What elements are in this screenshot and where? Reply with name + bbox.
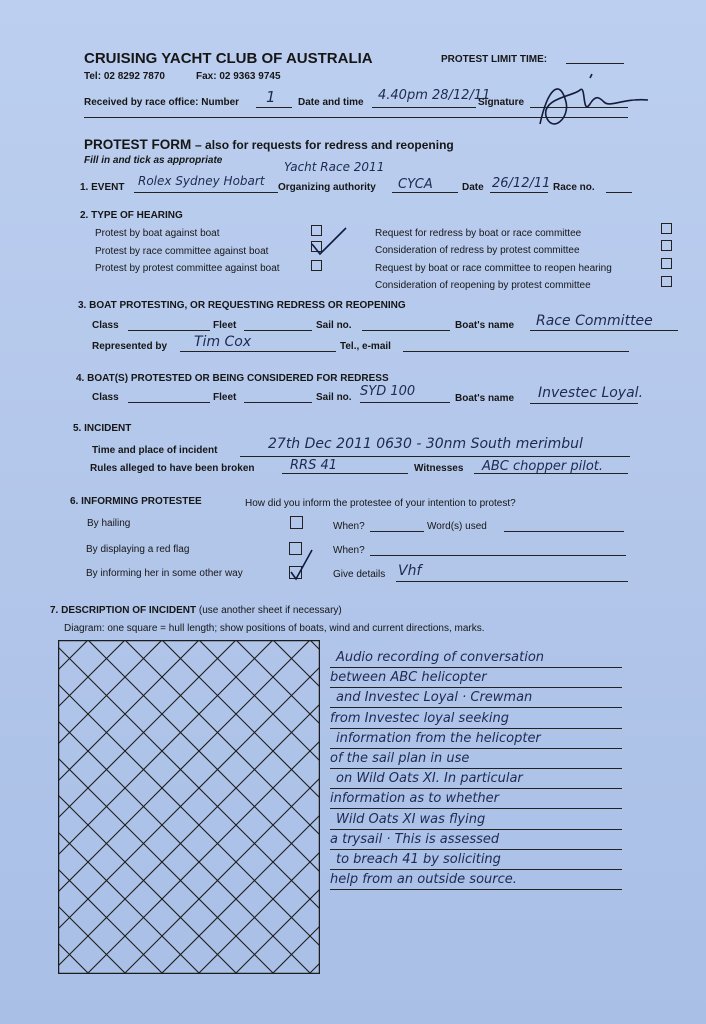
- when-label-2: When?: [333, 545, 365, 556]
- description-line-7: on Wild Oats XI. In particular: [336, 771, 523, 787]
- witness-value: ABC chopper pilot.: [482, 459, 603, 474]
- description-line-9: Wild Oats XI was flying: [336, 811, 486, 827]
- form-instruction: Fill in and tick as appropriate: [84, 155, 223, 166]
- when-label-1: When?: [333, 521, 365, 532]
- protesting-fleet-field[interactable]: [244, 330, 312, 331]
- protesting-sail-field[interactable]: [362, 330, 450, 331]
- org-value: CYCA: [398, 177, 433, 192]
- description-rule-6[interactable]: [330, 768, 622, 769]
- when-field-1[interactable]: [370, 531, 424, 532]
- description-title: 7. DESCRIPTION OF INCIDENT: [50, 605, 197, 616]
- hearing-left-1-label: Protest by boat against boat: [95, 228, 220, 239]
- protested-title: 4. BOAT(S) PROTESTED OR BEING CONSIDERED FOR REDRESS: [76, 373, 389, 384]
- diagram-grid[interactable]: [58, 640, 320, 974]
- date-label: Date: [462, 182, 484, 193]
- protesting-boat-field[interactable]: [530, 330, 678, 331]
- details-value: Vhf: [398, 563, 422, 579]
- date-time-field[interactable]: [372, 107, 476, 108]
- rules-value: RRS 41: [290, 458, 337, 473]
- hearing-title: 2. TYPE OF HEARING: [80, 210, 183, 221]
- details-label: Give details: [333, 569, 386, 580]
- date-time-label: Date and time: [298, 97, 364, 108]
- words-field[interactable]: [504, 531, 624, 532]
- hearing-right-4-checkbox[interactable]: [661, 276, 672, 287]
- hearing-right-3-label: Request by boat or race committee to reopen hearing: [375, 263, 612, 274]
- date-value: 26/12/11: [492, 176, 551, 191]
- received-number-field[interactable]: [256, 107, 292, 108]
- tel-email-field[interactable]: [403, 351, 629, 352]
- other-way-label: By informing her in some other way: [86, 568, 243, 579]
- event-label: 1. EVENT: [80, 182, 125, 193]
- description-rule-8[interactable]: [330, 808, 622, 809]
- event-field[interactable]: [134, 192, 278, 193]
- incident-title: 5. INCIDENT: [73, 423, 132, 434]
- protesting-boat-label: Boat's name: [455, 320, 515, 331]
- hearing-left-3-label: Protest by protest committee against boat: [95, 263, 280, 274]
- red-flag-label: By displaying a red flag: [86, 544, 190, 555]
- protested-class-label: Class: [92, 392, 119, 403]
- description-rule-7[interactable]: [330, 788, 622, 789]
- witness-label: Witnesses: [414, 463, 464, 474]
- protesting-title: 3. BOAT PROTESTING, OR REQUESTING REDRESS OR REOPENING: [78, 300, 406, 311]
- hailing-label: By hailing: [87, 518, 131, 529]
- description-rule-4[interactable]: [330, 728, 622, 729]
- protested-fleet-label: Fleet: [213, 392, 237, 403]
- hailing-checkbox[interactable]: [290, 516, 303, 529]
- description-line-8: information as to whether: [330, 791, 499, 807]
- event-name-part1: Rolex Sydney Hobart: [138, 174, 265, 188]
- rep-label: Represented by: [92, 341, 168, 352]
- received-number: 1: [266, 88, 276, 106]
- check-mark-icon: [306, 224, 352, 256]
- check-mark-icon: [286, 548, 316, 582]
- form-title-row: [84, 137, 454, 152]
- description-line-10: a trysail · This is assessed: [330, 831, 500, 847]
- incident-time-field[interactable]: [240, 456, 630, 457]
- protested-sail-value: SYD 100: [360, 384, 416, 399]
- date-field[interactable]: [490, 192, 548, 193]
- words-label: Word(s) used: [427, 521, 487, 532]
- protested-sail-label: Sail no.: [316, 392, 352, 403]
- incident-time-label: Time and place of incident: [92, 445, 218, 456]
- protested-fleet-field[interactable]: [244, 402, 312, 403]
- hearing-left-3-checkbox[interactable]: [311, 260, 322, 271]
- event-name-part2: Yacht Race 2011: [284, 160, 385, 174]
- hearing-right-2-checkbox[interactable]: [661, 240, 672, 251]
- description-line-6: of the sail plan in use: [330, 751, 470, 766]
- rules-label: Rules alleged to have been broken: [90, 463, 255, 474]
- protesting-fleet-label: Fleet: [213, 320, 237, 331]
- race-no-field[interactable]: [606, 192, 632, 193]
- org-field[interactable]: [392, 192, 458, 193]
- description-rule-11[interactable]: [330, 869, 622, 870]
- description-rule-1[interactable]: [330, 667, 622, 668]
- description-rule-3[interactable]: [330, 707, 622, 708]
- incident-time-value: 27th Dec 2011 0630 - 30nm South merimbul: [268, 436, 583, 452]
- description-line-12: help from an outside source.: [330, 872, 517, 888]
- description-line-1: Audio recording of conversation: [336, 650, 545, 665]
- form-title: PROTEST FORM: [84, 137, 192, 152]
- protest-limit-field[interactable]: [566, 63, 624, 64]
- received-label: Received by race office: Number: [84, 97, 240, 108]
- informing-question: How did you inform the protestee of your intention to protest?: [245, 498, 516, 509]
- protested-sail-field[interactable]: [360, 402, 450, 403]
- diagram-note: Diagram: one square = hull length; show positions of boats, wind and current directions, marks.: [64, 623, 485, 634]
- date-time-value: 4.40pm 28/12/11: [378, 88, 491, 103]
- club-name: CRUISING YACHT CLUB OF AUSTRALIA: [84, 50, 373, 67]
- signature-scribble: [530, 68, 660, 140]
- protesting-class-field[interactable]: [128, 330, 210, 331]
- fax: Fax: 02 9363 9745: [196, 71, 281, 82]
- when-field-2[interactable]: [370, 555, 626, 556]
- description-line-5: information from the helicopter: [336, 730, 541, 746]
- protesting-boat-value: Race Committee: [536, 313, 653, 329]
- description-title-row: [50, 605, 342, 616]
- org-label: Organizing authority: [278, 182, 376, 193]
- protest-limit-label: PROTEST LIMIT TIME:: [441, 54, 548, 65]
- race-no-label: Race no.: [553, 182, 595, 193]
- description-line-4: from Investec loyal seeking: [330, 710, 509, 726]
- hearing-right-2-label: Consideration of redress by protest committee: [375, 245, 580, 256]
- rep-value: Tim Cox: [194, 334, 252, 350]
- informing-title: 6. INFORMING PROTESTEE: [70, 496, 202, 507]
- description-line-3: and Investec Loyal · Crewman: [336, 690, 533, 706]
- description-title-suffix: (use another sheet if necessary): [198, 605, 342, 616]
- protesting-sail-label: Sail no.: [316, 320, 352, 331]
- protested-boat-value: Investec Loyal.: [538, 385, 644, 401]
- hearing-left-2-label: Protest by race committee against boat: [95, 246, 269, 257]
- form-title-suffix: – also for requests for redress and reopening: [195, 138, 454, 152]
- description-rule-9[interactable]: [330, 829, 622, 830]
- header-divider: [84, 117, 628, 118]
- hearing-right-3-checkbox[interactable]: [661, 258, 672, 269]
- description-rule-5[interactable]: [330, 748, 622, 749]
- description-rule-10[interactable]: [330, 849, 622, 850]
- signature-label: Signature: [478, 97, 525, 108]
- tel-email-label: Tel., e-mail: [340, 341, 391, 352]
- details-field[interactable]: [396, 581, 628, 582]
- description-rule-12[interactable]: [330, 889, 622, 890]
- description-line-11: to breach 41 by soliciting: [336, 852, 501, 867]
- description-line-2: between ABC helicopter: [330, 670, 487, 686]
- protested-boat-field[interactable]: [530, 403, 638, 404]
- protested-boat-label: Boat's name: [455, 393, 515, 404]
- rep-field[interactable]: [180, 351, 336, 352]
- description-rule-2[interactable]: [330, 687, 622, 688]
- tel: Tel: 02 8292 7870: [84, 71, 165, 82]
- hearing-right-4-label: Consideration of reopening by protest committee: [375, 280, 591, 291]
- rules-field[interactable]: [282, 473, 408, 474]
- hearing-right-1-checkbox[interactable]: [661, 223, 672, 234]
- protested-class-field[interactable]: [128, 402, 210, 403]
- hearing-right-1-label: Request for redress by boat or race committee: [375, 228, 582, 239]
- protesting-class-label: Class: [92, 320, 119, 331]
